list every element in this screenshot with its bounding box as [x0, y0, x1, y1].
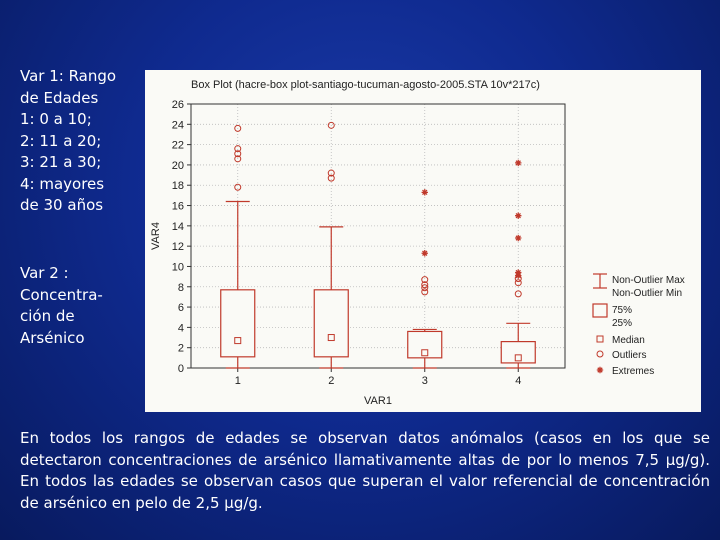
var1-line: de Edades — [20, 88, 99, 107]
y-tick-label: 16 — [171, 200, 184, 213]
extreme-point — [515, 235, 521, 241]
var1-line: 2: 11 a 20; — [20, 131, 102, 150]
var2-line: Var 2 : — [20, 264, 69, 282]
y-tick-label: 2 — [177, 342, 184, 355]
extreme-point — [422, 250, 428, 256]
box — [221, 290, 255, 357]
box — [408, 331, 442, 357]
legend-label: Median — [612, 335, 645, 346]
var1-line: Var 1: Rango — [20, 67, 117, 85]
legend-median-symbol — [597, 336, 603, 342]
extreme-point — [422, 189, 428, 195]
var1-line: 3: 21 a 30; — [20, 153, 102, 171]
x-tick-label: 3 — [421, 375, 428, 387]
legend-label: Non-Outlier Max — [612, 275, 685, 286]
y-tick-label: 4 — [177, 322, 184, 335]
extreme-point — [515, 212, 521, 218]
x-tick-label: 2 — [328, 375, 335, 387]
y-tick-label: 18 — [171, 180, 184, 193]
var1-line: de 30 años — [20, 196, 104, 214]
x-tick-label: 1 — [234, 375, 241, 387]
y-tick-label: 12 — [171, 241, 184, 254]
var1-line: 4: mayores — [20, 174, 105, 193]
legend-extreme-symbol — [597, 367, 603, 373]
var1-line: 1: 0 a 10; — [20, 110, 92, 128]
y-tick-label: 20 — [171, 159, 184, 172]
var2-description — [20, 263, 142, 349]
var1-description — [20, 66, 142, 217]
y-tick-label: 24 — [171, 119, 184, 132]
chart-title: Box Plot (hacre-box plot-santiago-tucuman-agosto-2005.STA 10v*217c) — [191, 79, 540, 91]
y-tick-label: 0 — [177, 363, 184, 375]
y-tick-label: 14 — [171, 220, 184, 233]
y-tick-label: 26 — [171, 99, 184, 111]
extreme-point — [515, 160, 521, 166]
legend-outlier-symbol — [597, 351, 603, 357]
y-tick-label: 8 — [177, 281, 184, 294]
legend-label: 75% — [612, 305, 633, 316]
conclusion-text: En todos los rangos de edades se observan datos anómalos (casos en los que se detectaron concentraciones de arsénico llamativamente altas de por lo menos 7,5 μg/g). En todos las edades se observan casos que superan el valor referencial de concentración de arsénico en pelo de 2,5 μg/g. — [20, 429, 710, 512]
box — [501, 342, 535, 363]
y-tick-label: 6 — [177, 302, 184, 315]
var2-line: Concentra- — [20, 285, 103, 304]
y-tick-label: 10 — [171, 261, 184, 274]
x-axis-label: VAR1 — [364, 395, 392, 407]
y-axis-label: VAR4 — [150, 222, 162, 250]
var2-line: ción de — [20, 307, 75, 325]
y-tick-label: 22 — [171, 139, 184, 152]
var2-line: Arsénico — [20, 328, 85, 347]
legend-box-symbol — [593, 304, 607, 317]
legend-label: Outliers — [612, 350, 647, 361]
box-plot-svg — [145, 70, 701, 412]
extreme-point — [515, 269, 521, 275]
legend-label: Non-Outlier Min — [612, 288, 683, 299]
box — [314, 290, 348, 357]
legend-label: Extremes — [612, 366, 655, 377]
x-tick-label: 4 — [515, 375, 522, 387]
box-plot-chart — [145, 70, 701, 412]
legend-label: 25% — [612, 318, 633, 329]
